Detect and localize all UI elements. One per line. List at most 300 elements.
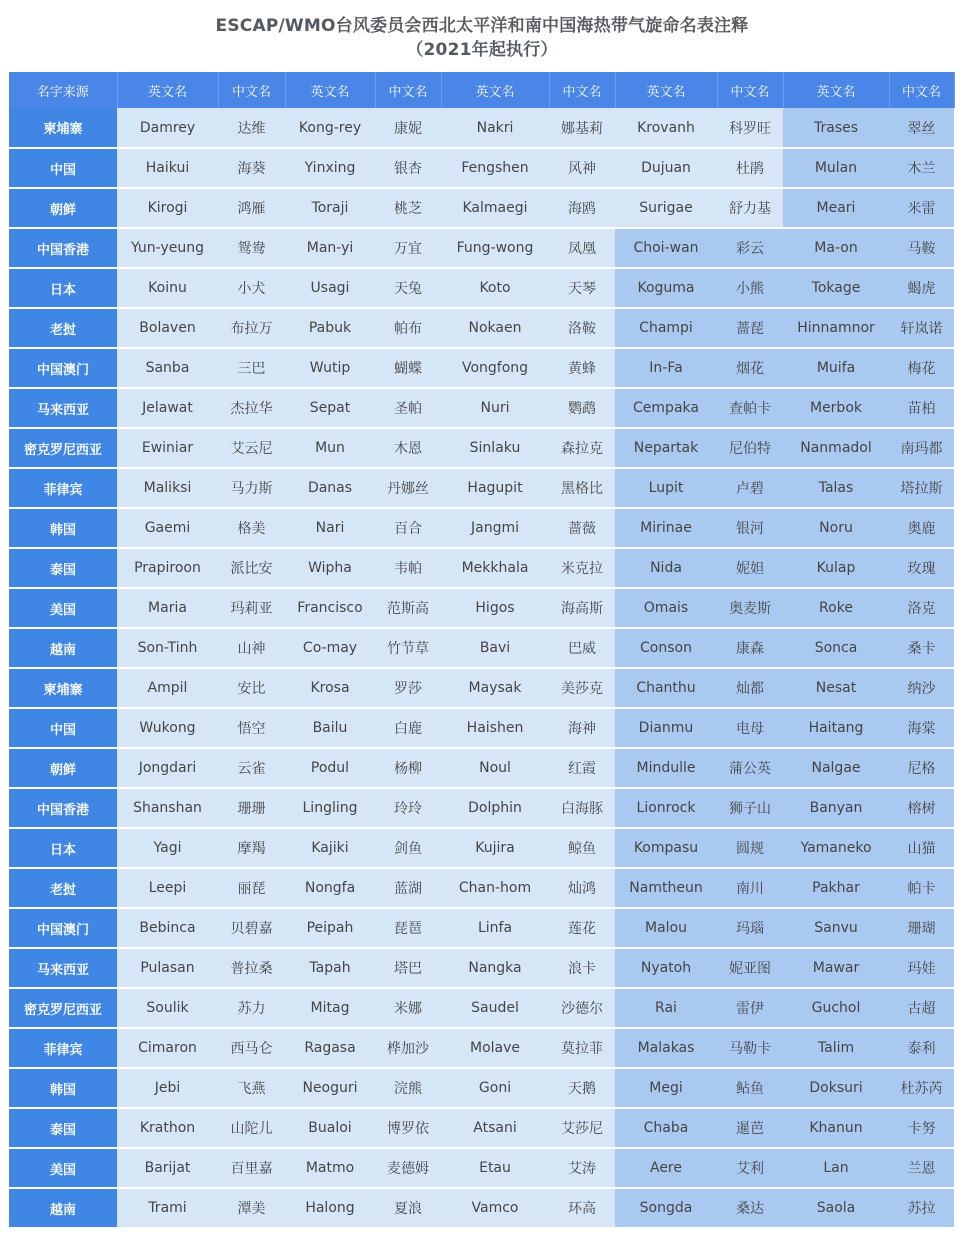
chinese-name-cell: 风神 (549, 148, 615, 188)
source-cell: 老挝 (9, 868, 117, 908)
chinese-name-cell: 尼伯特 (717, 428, 783, 468)
english-name-cell: Danas (285, 468, 375, 508)
english-name-cell: Saola (783, 1188, 889, 1228)
table-row (9, 428, 954, 468)
chinese-name-cell: 鸿雁 (218, 188, 285, 228)
chinese-name-cell: 帕卡 (889, 868, 954, 908)
chinese-name-cell: 百合 (375, 508, 441, 548)
english-name-cell: Kirogi (117, 188, 218, 228)
chinese-name-cell: 米娜 (375, 988, 441, 1028)
table-row (9, 788, 954, 828)
english-name-cell: Lupit (615, 468, 717, 508)
chinese-name-cell: 万宜 (375, 228, 441, 268)
chinese-name-cell: 鲸鱼 (549, 828, 615, 868)
english-name-cell: Jebi (117, 1068, 218, 1108)
chinese-name-cell: 鹦鹉 (549, 388, 615, 428)
chinese-name-cell: 奥麦斯 (717, 588, 783, 628)
english-name-cell: Leepi (117, 868, 218, 908)
english-name-cell: Atsani (441, 1108, 549, 1148)
english-name-cell: Nuri (441, 388, 549, 428)
chinese-name-cell: 派比安 (218, 548, 285, 588)
english-name-cell: Mulan (783, 148, 889, 188)
english-name-cell: Banyan (783, 788, 889, 828)
table-row (9, 1148, 954, 1188)
chinese-name-cell: 范斯高 (375, 588, 441, 628)
english-name-cell: Noru (783, 508, 889, 548)
chinese-name-cell: 彩云 (717, 228, 783, 268)
english-name-cell: Surigae (615, 188, 717, 228)
chinese-name-cell: 舒力基 (717, 188, 783, 228)
table-row (9, 988, 954, 1028)
table-row (9, 868, 954, 908)
table-body (9, 108, 954, 1228)
english-name-cell: Goni (441, 1068, 549, 1108)
english-name-cell: Bolaven (117, 308, 218, 348)
chinese-name-cell: 韦帕 (375, 548, 441, 588)
source-cell: 菲律宾 (9, 468, 117, 508)
chinese-name-cell: 木兰 (889, 148, 954, 188)
english-name-cell: Roke (783, 588, 889, 628)
chinese-name-cell: 达维 (218, 108, 285, 148)
chinese-name-cell: 三巴 (218, 348, 285, 388)
english-name-cell: Trases (783, 108, 889, 148)
english-name-cell: Wipha (285, 548, 375, 588)
english-name-cell: Krosa (285, 668, 375, 708)
english-name-cell: Nokaen (441, 308, 549, 348)
source-cell: 密克罗尼西亚 (9, 428, 117, 468)
english-name-cell: Megi (615, 1068, 717, 1108)
chinese-name-cell: 布拉万 (218, 308, 285, 348)
chinese-name-cell: 苏拉 (889, 1188, 954, 1228)
english-name-cell: Nari (285, 508, 375, 548)
chinese-name-cell: 南川 (717, 868, 783, 908)
english-name-cell: Hinnamnor (783, 308, 889, 348)
column-header-chinese-name: 中文名 (375, 72, 441, 108)
english-name-cell: Maysak (441, 668, 549, 708)
source-cell: 日本 (9, 828, 117, 868)
english-name-cell: Jangmi (441, 508, 549, 548)
source-cell: 泰国 (9, 1108, 117, 1148)
chinese-name-cell: 榕树 (889, 788, 954, 828)
chinese-name-cell: 梅花 (889, 348, 954, 388)
chinese-name-cell: 轩岚诺 (889, 308, 954, 348)
english-name-cell: Chan-hom (441, 868, 549, 908)
column-header-english-name: 英文名 (285, 72, 375, 108)
source-cell: 柬埔寨 (9, 668, 117, 708)
english-name-cell: Tapah (285, 948, 375, 988)
chinese-name-cell: 普拉桑 (218, 948, 285, 988)
chinese-name-cell: 奥鹿 (889, 508, 954, 548)
chinese-name-cell: 马鞍 (889, 228, 954, 268)
chinese-name-cell: 康妮 (375, 108, 441, 148)
english-name-cell: Trami (117, 1188, 218, 1228)
chinese-name-cell: 美莎克 (549, 668, 615, 708)
table-row (9, 908, 954, 948)
english-name-cell: Cempaka (615, 388, 717, 428)
english-name-cell: Sanba (117, 348, 218, 388)
english-name-cell: Talas (783, 468, 889, 508)
column-header-chinese-name: 中文名 (889, 72, 954, 108)
table-row (9, 628, 954, 668)
english-name-cell: Sepat (285, 388, 375, 428)
chinese-name-cell: 暹芭 (717, 1108, 783, 1148)
chinese-name-cell: 翠丝 (889, 108, 954, 148)
english-name-cell: Etau (441, 1148, 549, 1188)
english-name-cell: Maliksi (117, 468, 218, 508)
english-name-cell: Dolphin (441, 788, 549, 828)
chinese-name-cell: 杨柳 (375, 748, 441, 788)
source-cell: 中国澳门 (9, 908, 117, 948)
source-cell: 柬埔寨 (9, 108, 117, 148)
table-row (9, 748, 954, 788)
chinese-name-cell: 苗柏 (889, 388, 954, 428)
english-name-cell: Sinlaku (441, 428, 549, 468)
english-name-cell: Fung-wong (441, 228, 549, 268)
chinese-name-cell: 马力斯 (218, 468, 285, 508)
title-line-1: ESCAP/WMO台风委员会西北太平洋和南中国海热带气旋命名表注释 (215, 16, 749, 36)
chinese-name-cell: 百里嘉 (218, 1148, 285, 1188)
english-name-cell: Ma-on (783, 228, 889, 268)
source-cell: 菲律宾 (9, 1028, 117, 1068)
english-name-cell: Hagupit (441, 468, 549, 508)
chinese-name-cell: 格美 (218, 508, 285, 548)
english-name-cell: Bailu (285, 708, 375, 748)
chinese-name-cell: 艾利 (717, 1148, 783, 1188)
english-name-cell: Soulik (117, 988, 218, 1028)
table-row (9, 668, 954, 708)
chinese-name-cell: 珊珊 (218, 788, 285, 828)
chinese-name-cell: 浪卡 (549, 948, 615, 988)
chinese-name-cell: 烟花 (717, 348, 783, 388)
chinese-name-cell: 鸳鸯 (218, 228, 285, 268)
english-name-cell: Sonca (783, 628, 889, 668)
chinese-name-cell: 杜苏芮 (889, 1068, 954, 1108)
english-name-cell: Noul (441, 748, 549, 788)
english-name-cell: Guchol (783, 988, 889, 1028)
english-name-cell: Nangka (441, 948, 549, 988)
chinese-name-cell: 海鸥 (549, 188, 615, 228)
english-name-cell: Jongdari (117, 748, 218, 788)
chinese-name-cell: 尼格 (889, 748, 954, 788)
title-line-2: （2021年起执行） (406, 40, 558, 60)
chinese-name-cell: 巴威 (549, 628, 615, 668)
source-cell: 日本 (9, 268, 117, 308)
english-name-cell: Kompasu (615, 828, 717, 868)
english-name-cell: Gaemi (117, 508, 218, 548)
column-header-chinese-name: 中文名 (717, 72, 783, 108)
chinese-name-cell: 小熊 (717, 268, 783, 308)
chinese-name-cell: 莫拉菲 (549, 1028, 615, 1068)
english-name-cell: Lan (783, 1148, 889, 1188)
chinese-name-cell: 电母 (717, 708, 783, 748)
chinese-name-cell: 摩羯 (218, 828, 285, 868)
english-name-cell: Son-Tinh (117, 628, 218, 668)
english-name-cell: Vamco (441, 1188, 549, 1228)
english-name-cell: Saudel (441, 988, 549, 1028)
english-name-cell: Choi-wan (615, 228, 717, 268)
chinese-name-cell: 娜基莉 (549, 108, 615, 148)
english-name-cell: Mindulle (615, 748, 717, 788)
table-row (9, 1108, 954, 1148)
chinese-name-cell: 玲玲 (375, 788, 441, 828)
chinese-name-cell: 蒲公英 (717, 748, 783, 788)
chinese-name-cell: 天琴 (549, 268, 615, 308)
english-name-cell: Bualoi (285, 1108, 375, 1148)
english-name-cell: Yinxing (285, 148, 375, 188)
english-name-cell: Aere (615, 1148, 717, 1188)
chinese-name-cell: 泰利 (889, 1028, 954, 1068)
column-header-source: 名字来源 (9, 72, 117, 108)
source-cell: 马来西亚 (9, 948, 117, 988)
chinese-name-cell: 山陀儿 (218, 1108, 285, 1148)
english-name-cell: Man-yi (285, 228, 375, 268)
chinese-name-cell: 兰恩 (889, 1148, 954, 1188)
chinese-name-cell: 琵琶 (375, 908, 441, 948)
english-name-cell: Matmo (285, 1148, 375, 1188)
table-row (9, 188, 954, 228)
chinese-name-cell: 悟空 (218, 708, 285, 748)
chinese-name-cell: 雷伊 (717, 988, 783, 1028)
english-name-cell: Pabuk (285, 308, 375, 348)
chinese-name-cell: 海高斯 (549, 588, 615, 628)
chinese-name-cell: 安比 (218, 668, 285, 708)
source-cell: 朝鲜 (9, 188, 117, 228)
chinese-name-cell: 森拉克 (549, 428, 615, 468)
chinese-name-cell: 桑达 (717, 1188, 783, 1228)
chinese-name-cell: 玫瑰 (889, 548, 954, 588)
source-cell: 马来西亚 (9, 388, 117, 428)
english-name-cell: Molave (441, 1028, 549, 1068)
chinese-name-cell: 剑鱼 (375, 828, 441, 868)
chinese-name-cell: 查帕卡 (717, 388, 783, 428)
english-name-cell: Meari (783, 188, 889, 228)
chinese-name-cell: 飞燕 (218, 1068, 285, 1108)
chinese-name-cell: 西马仑 (218, 1028, 285, 1068)
source-cell: 中国香港 (9, 788, 117, 828)
english-name-cell: Nongfa (285, 868, 375, 908)
chinese-name-cell: 珊瑚 (889, 908, 954, 948)
chinese-name-cell: 艾莎尼 (549, 1108, 615, 1148)
chinese-name-cell: 银河 (717, 508, 783, 548)
chinese-name-cell: 潭美 (218, 1188, 285, 1228)
table-row (9, 548, 954, 588)
english-name-cell: Rai (615, 988, 717, 1028)
english-name-cell: Wutip (285, 348, 375, 388)
english-name-cell: Dianmu (615, 708, 717, 748)
english-name-cell: Tokage (783, 268, 889, 308)
chinese-name-cell: 古超 (889, 988, 954, 1028)
english-name-cell: Barijat (117, 1148, 218, 1188)
english-name-cell: Bavi (441, 628, 549, 668)
column-header-chinese-name: 中文名 (549, 72, 615, 108)
english-name-cell: Peipah (285, 908, 375, 948)
english-name-cell: Koinu (117, 268, 218, 308)
english-name-cell: Kulap (783, 548, 889, 588)
source-cell: 美国 (9, 1148, 117, 1188)
source-cell: 密克罗尼西亚 (9, 988, 117, 1028)
table-row (9, 308, 954, 348)
chinese-name-cell: 艾云尼 (218, 428, 285, 468)
english-name-cell: Lingling (285, 788, 375, 828)
typhoon-names-table (9, 72, 955, 1229)
table-row (9, 108, 954, 148)
chinese-name-cell: 灿都 (717, 668, 783, 708)
english-name-cell: Lionrock (615, 788, 717, 828)
source-cell: 韩国 (9, 508, 117, 548)
english-name-cell: Ragasa (285, 1028, 375, 1068)
chinese-name-cell: 蝎虎 (889, 268, 954, 308)
chinese-name-cell: 海葵 (218, 148, 285, 188)
chinese-name-cell: 南玛都 (889, 428, 954, 468)
english-name-cell: Maria (117, 588, 218, 628)
table-row (9, 948, 954, 988)
chinese-name-cell: 黑格比 (549, 468, 615, 508)
chinese-name-cell: 凤凰 (549, 228, 615, 268)
english-name-cell: Chaba (615, 1108, 717, 1148)
chinese-name-cell: 白海豚 (549, 788, 615, 828)
chinese-name-cell: 山猫 (889, 828, 954, 868)
chinese-name-cell: 妮亚图 (717, 948, 783, 988)
chinese-name-cell: 蔷琵 (717, 308, 783, 348)
chinese-name-cell: 鲇鱼 (717, 1068, 783, 1108)
english-name-cell: Yun-yeung (117, 228, 218, 268)
chinese-name-cell: 纳沙 (889, 668, 954, 708)
chinese-name-cell: 山神 (218, 628, 285, 668)
english-name-cell: Nesat (783, 668, 889, 708)
chinese-name-cell: 海棠 (889, 708, 954, 748)
english-name-cell: Dujuan (615, 148, 717, 188)
chinese-name-cell: 黄蜂 (549, 348, 615, 388)
english-name-cell: Doksuri (783, 1068, 889, 1108)
english-name-cell: Mirinae (615, 508, 717, 548)
chinese-name-cell: 杰拉华 (218, 388, 285, 428)
english-name-cell: Talim (783, 1028, 889, 1068)
english-name-cell: Wukong (117, 708, 218, 748)
english-name-cell: Pulasan (117, 948, 218, 988)
chinese-name-cell: 灿鸿 (549, 868, 615, 908)
english-name-cell: Mawar (783, 948, 889, 988)
english-name-cell: Merbok (783, 388, 889, 428)
english-name-cell: Ampil (117, 668, 218, 708)
english-name-cell: Halong (285, 1188, 375, 1228)
english-name-cell: Podul (285, 748, 375, 788)
chinese-name-cell: 小犬 (218, 268, 285, 308)
chinese-name-cell: 银杏 (375, 148, 441, 188)
chinese-name-cell: 沙德尔 (549, 988, 615, 1028)
english-name-cell: Kong-rey (285, 108, 375, 148)
english-name-cell: Pakhar (783, 868, 889, 908)
table-row (9, 148, 954, 188)
table-row (9, 1028, 954, 1068)
chinese-name-cell: 塔巴 (375, 948, 441, 988)
chinese-name-cell: 桃芝 (375, 188, 441, 228)
english-name-cell: In-Fa (615, 348, 717, 388)
chinese-name-cell: 科罗旺 (717, 108, 783, 148)
english-name-cell: Mitag (285, 988, 375, 1028)
table-header-row (9, 72, 954, 108)
english-name-cell: Jelawat (117, 388, 218, 428)
chinese-name-cell: 罗莎 (375, 668, 441, 708)
chinese-name-cell: 莲花 (549, 908, 615, 948)
english-name-cell: Cimaron (117, 1028, 218, 1068)
chinese-name-cell: 桦加沙 (375, 1028, 441, 1068)
table-row (9, 588, 954, 628)
chinese-name-cell: 浣熊 (375, 1068, 441, 1108)
chinese-name-cell: 天鹅 (549, 1068, 615, 1108)
chinese-name-cell: 狮子山 (717, 788, 783, 828)
english-name-cell: Haikui (117, 148, 218, 188)
chinese-name-cell: 夏浪 (375, 1188, 441, 1228)
chinese-name-cell: 玛娃 (889, 948, 954, 988)
english-name-cell: Conson (615, 628, 717, 668)
chinese-name-cell: 塔拉斯 (889, 468, 954, 508)
english-name-cell: Haitang (783, 708, 889, 748)
english-name-cell: Francisco (285, 588, 375, 628)
english-name-cell: Muifa (783, 348, 889, 388)
english-name-cell: Malakas (615, 1028, 717, 1068)
source-cell: 越南 (9, 628, 117, 668)
chinese-name-cell: 蔷薇 (549, 508, 615, 548)
chinese-name-cell: 卢碧 (717, 468, 783, 508)
english-name-cell: Haishen (441, 708, 549, 748)
english-name-cell: Toraji (285, 188, 375, 228)
chinese-name-cell: 帕布 (375, 308, 441, 348)
table-row (9, 708, 954, 748)
column-header-chinese-name: 中文名 (218, 72, 285, 108)
chinese-name-cell: 木恩 (375, 428, 441, 468)
english-name-cell: Yagi (117, 828, 218, 868)
source-cell: 中国香港 (9, 228, 117, 268)
chinese-name-cell: 贝碧嘉 (218, 908, 285, 948)
chinese-name-cell: 麦德姆 (375, 1148, 441, 1188)
page-title (0, 14, 964, 62)
english-name-cell: Nepartak (615, 428, 717, 468)
source-cell: 中国 (9, 148, 117, 188)
chinese-name-cell: 圆规 (717, 828, 783, 868)
english-name-cell: Namtheun (615, 868, 717, 908)
english-name-cell: Yamaneko (783, 828, 889, 868)
chinese-name-cell: 丹娜丝 (375, 468, 441, 508)
table-row (9, 268, 954, 308)
table-row (9, 828, 954, 868)
english-name-cell: Ewiniar (117, 428, 218, 468)
chinese-name-cell: 洛鞍 (549, 308, 615, 348)
table-row (9, 1188, 954, 1228)
english-name-cell: Bebinca (117, 908, 218, 948)
english-name-cell: Nyatoh (615, 948, 717, 988)
english-name-cell: Nanmadol (783, 428, 889, 468)
source-cell: 老挝 (9, 308, 117, 348)
chinese-name-cell: 蝴蝶 (375, 348, 441, 388)
chinese-name-cell: 竹节草 (375, 628, 441, 668)
english-name-cell: Usagi (285, 268, 375, 308)
english-name-cell: Mun (285, 428, 375, 468)
english-name-cell: Co-may (285, 628, 375, 668)
column-header-english-name: 英文名 (783, 72, 889, 108)
english-name-cell: Koto (441, 268, 549, 308)
english-name-cell: Kujira (441, 828, 549, 868)
chinese-name-cell: 云雀 (218, 748, 285, 788)
source-cell: 美国 (9, 588, 117, 628)
chinese-name-cell: 卡努 (889, 1108, 954, 1148)
table-row (9, 508, 954, 548)
source-cell: 中国澳门 (9, 348, 117, 388)
english-name-cell: Malou (615, 908, 717, 948)
chinese-name-cell: 康森 (717, 628, 783, 668)
chinese-name-cell: 桑卡 (889, 628, 954, 668)
chinese-name-cell: 苏力 (218, 988, 285, 1028)
chinese-name-cell: 圣帕 (375, 388, 441, 428)
